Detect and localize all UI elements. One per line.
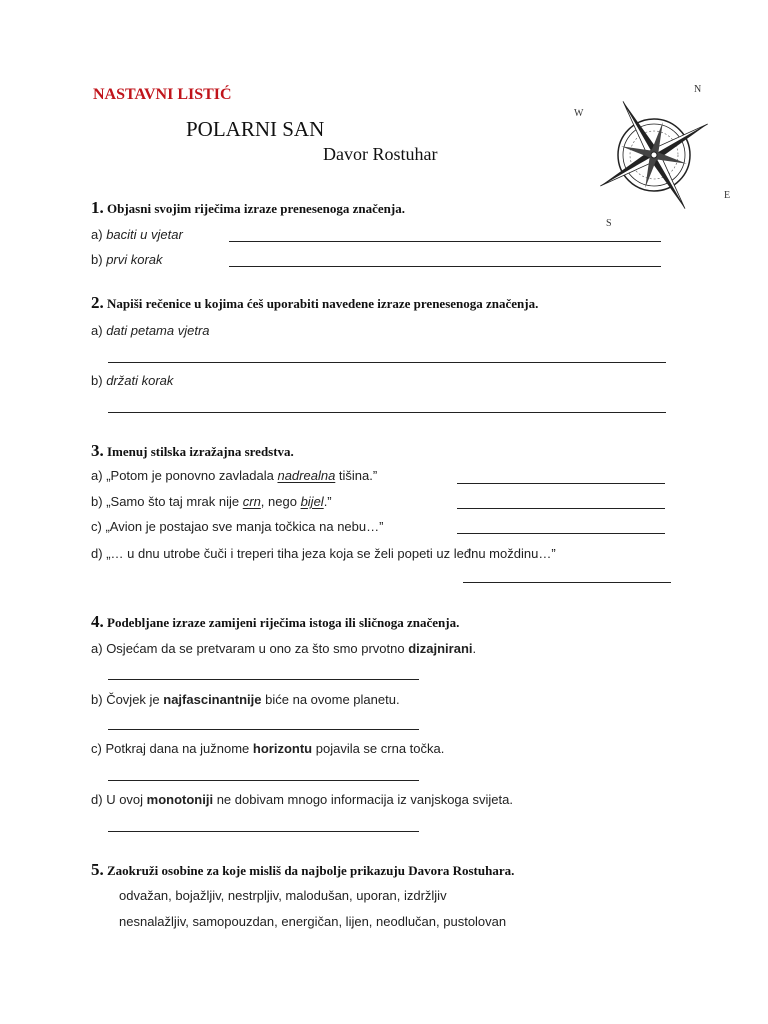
item-text: držati korak: [106, 373, 174, 388]
q3-item-c: [91, 519, 383, 534]
question-1: [91, 198, 405, 218]
question-number: 4.: [91, 612, 104, 631]
q3-item-d: [91, 546, 556, 561]
q4-item-c: [91, 741, 444, 756]
question-number: 2.: [91, 293, 104, 312]
answer-line[interactable]: [457, 508, 665, 509]
question-5: [91, 860, 514, 880]
item-tag: a): [91, 641, 103, 656]
item-text: prvi korak: [106, 252, 163, 267]
question-2: [91, 293, 538, 313]
item-tag: d): [91, 792, 103, 807]
item-text-pre: Potkraj dana na južnome: [105, 741, 253, 756]
bold-phrase: monotoniji: [146, 792, 214, 807]
question-text: Objasni svojim riječima izraze prenesenoga značenja.: [107, 201, 405, 216]
item-text-pre: Osjećam da se pretvaram u ono za što smo prvotno: [106, 641, 409, 656]
answer-line[interactable]: [108, 679, 419, 680]
answer-line[interactable]: [457, 533, 665, 534]
q1-item-b: [91, 252, 163, 267]
item-text-pre: „Potom je ponovno zavladala: [106, 468, 278, 483]
author-name: Davor Rostuhar: [323, 144, 438, 164]
underlined-phrase: nadrealna: [277, 468, 336, 483]
item-text-pre: „Samo što taj mrak nije: [106, 494, 243, 509]
q1-item-a: [91, 227, 183, 242]
q3-item-a: [91, 468, 377, 483]
underlined-phrase: bijel: [300, 494, 324, 509]
item-text-pre: U ovoj: [106, 792, 147, 807]
question-text: Zaokruži osobine za koje misliš da najbolje prikazuju Davora Rostuhara.: [107, 863, 515, 878]
answer-line[interactable]: [108, 362, 666, 363]
item-text-mid: , nego: [260, 494, 301, 509]
item-text-post: .”: [323, 494, 332, 509]
page-title: POLARNI SAN: [186, 117, 325, 141]
question-number: 3.: [91, 441, 104, 460]
item-text: „… u dnu utrobe čuči i treperi tiha jeza koja se želi popeti uz leđnu moždinu…”: [106, 546, 556, 561]
item-tag: b): [91, 692, 103, 707]
traits-row-1[interactable]: odvažan, bojažljiv, nestrpljiv, malodušan, uporan, izdržljiv: [119, 888, 447, 903]
item-tag: b): [91, 494, 103, 509]
item-text: baciti u vjetar: [106, 227, 183, 242]
answer-line[interactable]: [463, 582, 671, 583]
traits-row-2[interactable]: nesnalažljiv, samopouzdan, energičan, lijen, neodlučan, pustolovan: [119, 914, 507, 929]
question-text: Podebljane izraze zamijeni riječima istoga ili sličnoga značenja.: [107, 615, 460, 630]
compass-e-label: E: [724, 190, 731, 201]
item-tag: d): [91, 546, 103, 561]
answer-line[interactable]: [108, 412, 666, 413]
compass-w-label: W: [574, 108, 584, 119]
item-text-pre: Čovjek je: [106, 692, 164, 707]
answer-line[interactable]: [108, 780, 419, 781]
answer-line[interactable]: [108, 729, 419, 730]
item-tag: b): [91, 252, 103, 267]
question-number: 5.: [91, 860, 104, 879]
compass-s-label: S: [606, 218, 612, 228]
q2-item-a: [91, 323, 210, 338]
q2-item-b: [91, 373, 173, 388]
q3-item-b: [91, 494, 332, 509]
q4-item-a: [91, 641, 476, 656]
item-text: dati petama vjetra: [106, 323, 210, 338]
item-tag: a): [91, 323, 103, 338]
item-tag: c): [91, 741, 102, 756]
answer-line[interactable]: [457, 483, 665, 484]
answer-line[interactable]: [229, 266, 661, 267]
item-text-post: tišina.”: [335, 468, 378, 483]
question-text: Napiši rečenice u kojima ćeš uporabiti navedene izraze prenesenoga značenja.: [107, 296, 539, 311]
item-tag: a): [91, 468, 103, 483]
item-tag: c): [91, 519, 102, 534]
item-tag: b): [91, 373, 103, 388]
answer-line[interactable]: [229, 241, 661, 242]
bold-phrase: dizajnirani: [408, 641, 473, 656]
question-3: [91, 441, 294, 461]
item-tag: a): [91, 227, 103, 242]
answer-line[interactable]: [108, 831, 419, 832]
worksheet-label: NASTAVNI LISTIĆ: [93, 86, 232, 103]
q4-item-b: [91, 692, 400, 707]
underlined-phrase: crn: [242, 494, 261, 509]
item-text-post: ne dobivam mnogo informacija iz vanjskoga svijeta.: [213, 792, 513, 807]
question-number: 1.: [91, 198, 104, 217]
item-text-post: biće na ovome planetu.: [261, 692, 400, 707]
bold-phrase: najfascinantnije: [163, 692, 262, 707]
item-text-post: pojavila se crna točka.: [312, 741, 445, 756]
item-text: „Avion je postajao sve manja točkica na nebu…”: [105, 519, 384, 534]
bold-phrase: horizontu: [252, 741, 313, 756]
compass-rose-icon: [566, 78, 746, 228]
item-text-post: .: [472, 641, 477, 656]
q4-item-d: [91, 792, 513, 807]
question-4: [91, 612, 459, 632]
compass-n-label: N: [694, 84, 702, 95]
question-text: Imenuj stilska izražajna sredstva.: [107, 444, 294, 459]
